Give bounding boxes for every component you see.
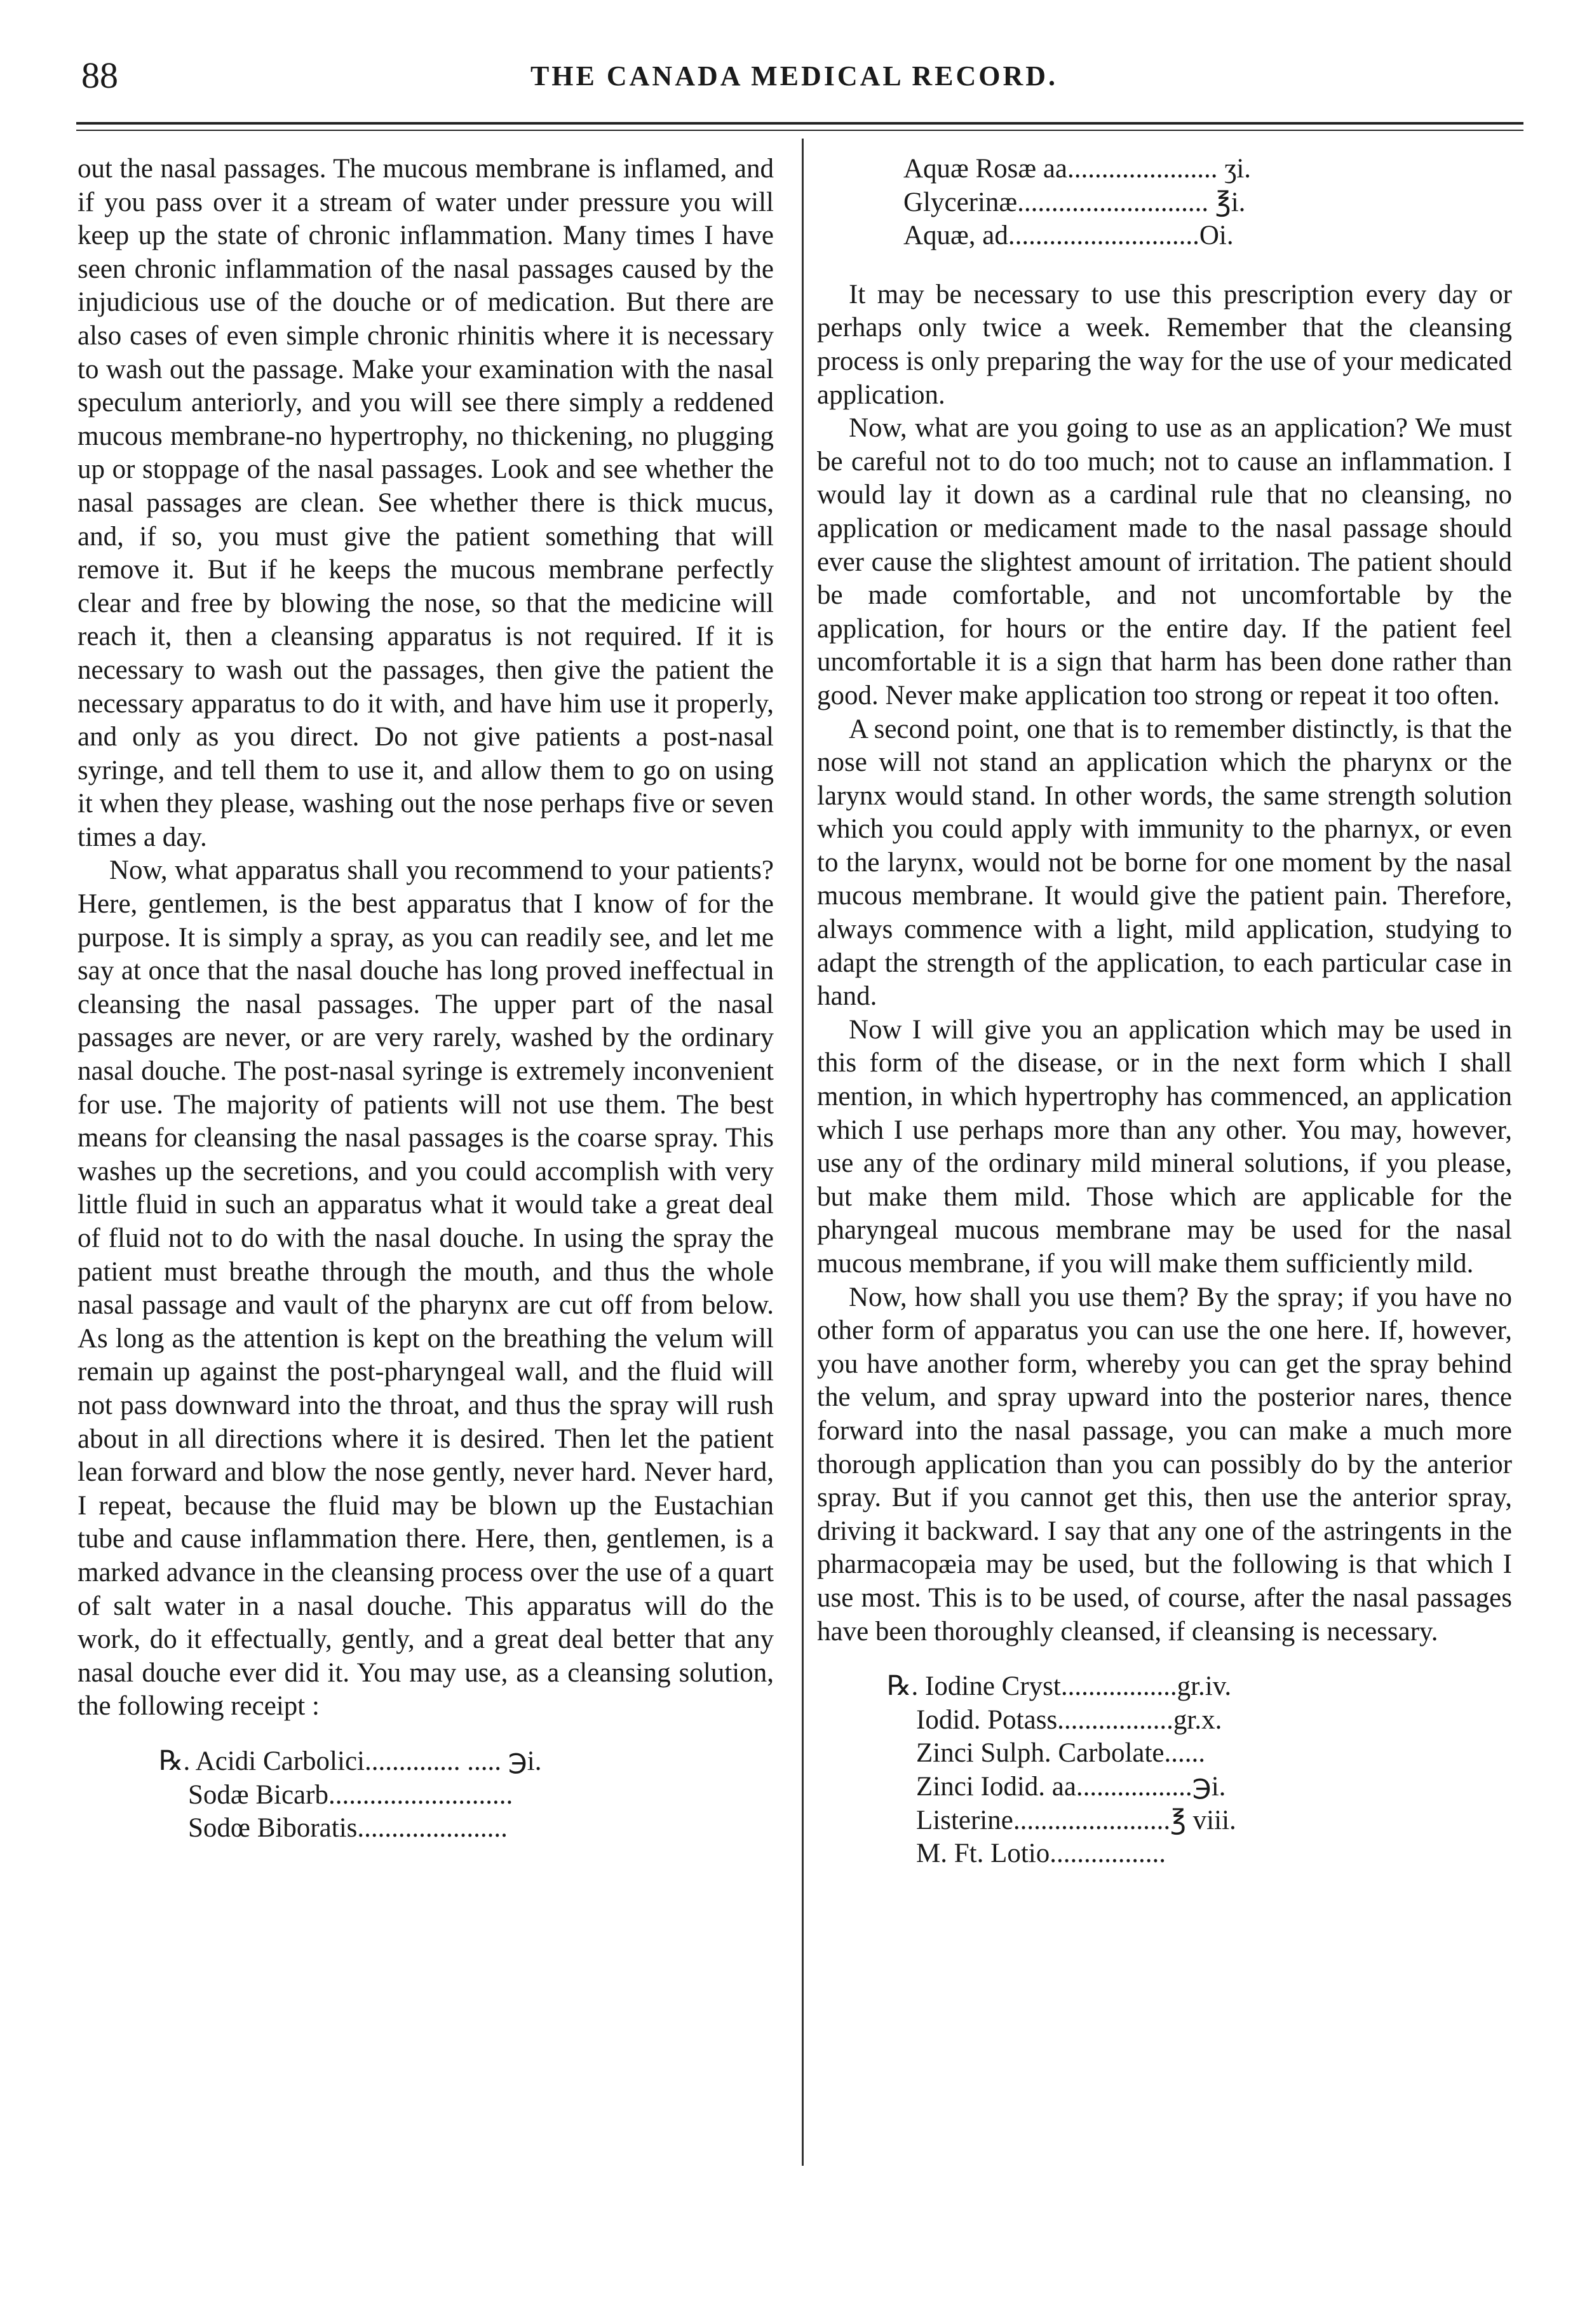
prescription-line: M. Ft. Lotio................. (916, 1838, 1166, 1869)
left-column (78, 153, 774, 1845)
right-column (817, 153, 1512, 1871)
prescription-block (159, 1745, 774, 1845)
prescription-line: Listerine.......................℥ viii. (916, 1805, 1236, 1835)
prescription-block (903, 153, 1512, 253)
prescription-line: Zinci Iodid. aa.................℈i. (916, 1771, 1226, 1802)
paragraph: out the nasal passages. The mucous membrane is inflamed, and if you pass over it a stream of water under pressure you will keep up the state of chronic inflammation. Many times I have seen chronic inflammation of the nasal passages caused by the injudicious use of the douche or of medication. But there are also cases of even simple chronic rhinitis where it is necessary to wash out the passage. Make your examination with the nasal speculum anteriorly, and you will see there simply a reddened mucous membrane-no hypertrophy, no thickening, no plugging up or stoppage of the nasal passages. Look and see whether the nasal passages are clean. See whether there is thick mucus, and, if so, you must give the patient something that will remove it. But if he keeps the mucous membrane perfectly clear and free by blowing the nose, so that the medicine will reach it, then a cleansing apparatus is not required. If it is necessary to wash out the passages, then give the patient the necessary apparatus to do it with, and have him use it properly, and only as you direct. Do not give patients a post-nasal syringe, and tell them to use it, and allow them to go on using it when they please, washing out the nose perhaps five or seven times a day. (78, 154, 774, 852)
prescription-line: Sodæ Bicarb........................... (188, 1779, 513, 1810)
prescription-line: Iodid. Potass.................gr.x. (916, 1704, 1222, 1735)
paragraph: Now, what apparatus shall you recommend to your patients? Here, gentlemen, is the best apparatus that I know of for the purpose. It is simply a spray, as you can readily see, and let me say at once that the nasal douche has long proved ineffectual in cleansing the nasal passages. The upper part of the nasal passages are never, or are very rarely, washed by the ordinary nasal douche. The post-nasal syringe is extremely inconvenient for use. The majority of patients will not use them. The best means for cleansing the nasal passages is the coarse spray. This washes up the secretions, and you could accomplish with very little fluid in such an apparatus what it would take a great deal of fluid not to do with the nasal douche. In using the spray the patient must breathe through the mouth, and thus the whole nasal passage and vault of the pharynx are cut off from below. As long as the attention is kept on the breathing the velum will remain up against the post-pharyngeal wall, and the fluid will not pass downward into the throat, and thus the spray will rush about in all directions where it is desired. Then let the patient lean forward and blow the nose gently, never hard. Never hard, I repeat, because the fluid may be blown up the Eustachian tube and cause inflammation there. Here, then, gentlemen, is a marked advance in the cleansing process over the use of a quart of salt water in a nasal douche. This apparatus will do the work, do it effectually, gently, and a great deal better that any nasal douche ever did it. You may use, as a cleansing solution, the following receipt : (78, 855, 774, 1722)
column-divider (802, 139, 804, 2166)
paragraph: Now, how shall you use them? By the spray; if you have no other form of apparatus you can use the one here. If, however, you have another form, whereby you can get the spray behind the velum, and spray upward into the posterior nares, thence forward into the nasal passage, you can make a much more thorough application than you can possibly do by the anterior spray. But if you cannot get this, then use the anterior spray, driving it backward. I say that any one of the astringents in the pharmacopæia may be used, but the following is that which I use most. This is to be used, of course, after the nasal passages have been thoroughly cleansed, if cleansing is necessary. (817, 1282, 1512, 1647)
prescription-line: Aquæ, ad............................Oi. (903, 221, 1234, 251)
running-head: THE CANADA MEDICAL RECORD. (530, 60, 1058, 92)
paragraph: A second point, one that is to remember distinctly, is that the nose will not stand an application which the pharynx or the larynx would stand. In other words, the same strength solution which you could apply with immunity to the pharnyx, or even to the larynx, would not be borne for one moment by the nasal mucous membrane. It would give the patient pain. Therefore, always commence with a light, mild application, studying to adapt the strength of the application, to each particular case in hand. (817, 714, 1512, 1012)
page-number: 88 (81, 55, 118, 96)
prescription-line: Zinci Sulph. Carbolate...... (916, 1738, 1206, 1769)
prescription-line: Aquæ Rosæ aa...................... ʒi. (903, 154, 1252, 184)
paragraph: Now, what are you going to use as an application? We must be careful not to do too much; not to cause an inflammation. I would lay it down as a cardinal rule that no cleansing, no application or medicament made to the nasal passage should ever cause the slightest amount of irritation. The patient should be made comfortable, and not uncomfortable by the application, for hours or the entire day. If the patient feel uncomfortable it is a sign that harm has been done rather than good. Never make application too strong or repeat it too often. (817, 413, 1512, 710)
prescription-line: ℞. Iodine Cryst.................gr.iv. (887, 1671, 1232, 1702)
paragraph: It may be necessary to use this prescription every day or perhaps only twice a week. Remember that the cleansing process is only preparing the way for the use of your medicated application. (817, 279, 1512, 410)
paragraph: Now I will give you an application which may be used in this form of the disease, or in the next form which I shall mention, in which hypertrophy has commenced, an application which I use perhaps more than any other. You may, however, use any of the ordinary mild mineral solutions, if you please, but make them mild. Those which are applicable for the pharyngeal mucous membrane may be used for the nasal mucous membrane, if you will make them sufficiently mild. (817, 1014, 1512, 1279)
header-rule (76, 122, 1523, 125)
prescription-block (887, 1670, 1512, 1871)
prescription-line: Sodœ Biboratis...................... (188, 1813, 508, 1844)
prescription-line: Glycerinæ............................ ℥i. (903, 187, 1246, 217)
prescription-line: ℞. Acidi Carbolici.............. ..... ℈i. (159, 1746, 542, 1776)
header-rule-thin (76, 130, 1523, 131)
